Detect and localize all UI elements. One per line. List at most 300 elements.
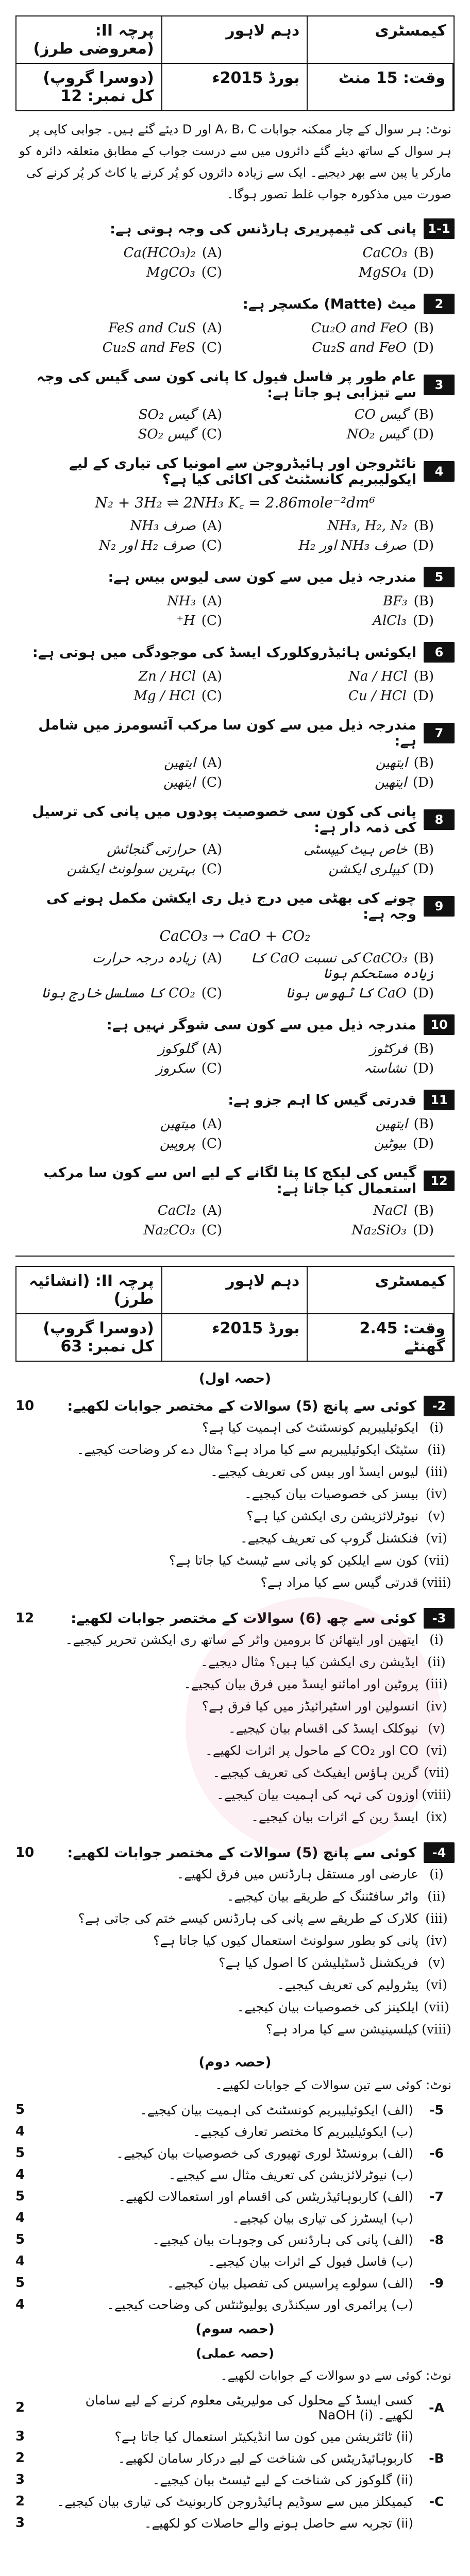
short-question-text: پروٹین اور امائنو ایسڈ میں فرق بیان کیجیے۔ bbox=[183, 1676, 418, 1691]
mcq-option-value: سکروز bbox=[156, 1061, 195, 1076]
mcq-option bbox=[238, 688, 434, 704]
practical-question-text: کاربوہائیڈریٹس کی شناخت کے لیے درکار سامان لکھیے۔ bbox=[118, 2450, 413, 2466]
mcq-question-text: نائٹروجن اور ہائیڈروجن سے امونیا کی تیاری کے لیے ایکولیبریم کانسٹنٹ کی اکائی کیا ہے؟ bbox=[69, 455, 416, 487]
short-question-item bbox=[15, 1863, 455, 1885]
short-question-item bbox=[15, 1695, 455, 1717]
paper2-group-marks: (دوسرا گروپ) کل نمبر: 63 bbox=[16, 1313, 162, 1361]
short-question-text: انسولین اور اسٹیرائیڈز میں کیا فرق ہے؟ bbox=[202, 1699, 418, 1714]
mcq-option bbox=[238, 755, 434, 771]
section2-note: نوٹ: کوئی سے تین سوالات کے جوابات لکھیے۔ bbox=[215, 2078, 451, 2092]
mcq-option-letter: (A) bbox=[202, 594, 222, 609]
mcq-option-value: ایتھین bbox=[375, 755, 408, 771]
mcq-option bbox=[26, 594, 222, 609]
practical-question bbox=[15, 2472, 455, 2487]
mcq-option bbox=[238, 1061, 434, 1076]
short-question-numeral: (vi) bbox=[426, 1743, 447, 1758]
mcq-option-value: Cu₂O and FeO bbox=[311, 320, 408, 336]
mcq-option-value: MgSO₄ bbox=[359, 265, 407, 280]
mcq-option-letter: (C) bbox=[201, 340, 222, 355]
mcq-option-letter: (A) bbox=[202, 320, 222, 336]
short-question-text: نیوکلک ایسڈ کی اقسام بیان کیجیے۔ bbox=[228, 1721, 418, 1736]
mcq-option bbox=[26, 245, 222, 261]
mcq-option bbox=[238, 669, 434, 684]
mcq-question-number: 7 bbox=[424, 723, 455, 743]
mcq-option bbox=[26, 986, 222, 1001]
short-part-instruction: کوئی سے چھ (6) سوالات کے مختصر جوابات لکھیے: bbox=[71, 1610, 416, 1626]
mcq-question-text: پانی کی ٹیمپریری ہارڈنس کی وجہ ہوتی ہے: bbox=[110, 221, 416, 237]
mcq-option-value: صرف NH₃ اور H₂ bbox=[298, 538, 407, 553]
mcq-option bbox=[26, 688, 222, 704]
long-question-text: (ب) ایکوئیلیبریم کا مختصر تعارف کیجیے۔ bbox=[193, 2124, 413, 2139]
short-question-parts bbox=[15, 1396, 455, 2040]
mcq-option bbox=[238, 1116, 434, 1132]
mcq-option-value: CaCO₃ کی نسبت CaO کا زیادہ مستحکم ہونا bbox=[250, 951, 434, 981]
mcq-option-value: Cu / HCl bbox=[348, 688, 407, 704]
long-question-text: (الف) سولوے پراسیس کی تفصیل بیان کیجیے۔ bbox=[166, 2275, 413, 2291]
practical-question-marks: 3 bbox=[15, 2429, 25, 2444]
mcq-question-number: 6 bbox=[424, 642, 455, 663]
mcq-option-letter: (B) bbox=[413, 669, 434, 684]
mcq-question-text: عام طور پر فاسل فیول کا پانی کون سی گیس کی وجہ سے تیزابی ہو جاتا ہے: bbox=[36, 369, 416, 401]
long-question-marks: 5 bbox=[15, 2232, 25, 2247]
mcq-option-letter: (A) bbox=[202, 518, 222, 534]
long-question-text: (الف) برونسٹڈ لوری تھیوری کی خصوصیات بیان کیجیے۔ bbox=[116, 2145, 413, 2161]
section1-title: (حصہ اول) bbox=[198, 1371, 272, 1386]
mcq-question-line bbox=[15, 890, 455, 922]
practical-question-marks: 2 bbox=[15, 2400, 25, 2415]
mcq-option bbox=[238, 245, 434, 261]
long-question bbox=[15, 2102, 455, 2117]
mcq-option bbox=[238, 340, 434, 355]
mcq-option bbox=[26, 1061, 222, 1076]
long-question-text: (الف) کاربوہائیڈریٹس کی اقسام اور استعمالات لکھیے۔ bbox=[118, 2189, 413, 2204]
mcq-option bbox=[238, 775, 434, 790]
mcq-option bbox=[26, 861, 222, 877]
long-question bbox=[15, 2167, 455, 2182]
short-part-marks: 10 bbox=[15, 1398, 35, 1414]
section3-note: نوٹ: کوئی سے دو سوالات کے جوابات لکھیے۔ bbox=[220, 2368, 451, 2383]
long-question-text: (ب) پرائمری اور سیکنڈری پولیوٹنٹس کی وضاحت کیجیے۔ bbox=[107, 2297, 413, 2312]
mcq-option-value: Cu₂S and FeO bbox=[312, 340, 407, 355]
long-question-number: -9 bbox=[429, 2275, 444, 2291]
mcq-option bbox=[238, 518, 434, 534]
mcq-option bbox=[26, 951, 222, 981]
mcq-option-value: گلوکوز bbox=[158, 1041, 196, 1057]
mcq-question bbox=[15, 890, 455, 1001]
section3-label: (حصہ عملی) bbox=[196, 2346, 274, 2361]
mcq-option-value: ایتھین bbox=[163, 755, 196, 771]
short-question-item bbox=[15, 1527, 455, 1549]
mcq-option-letter: (C) bbox=[201, 688, 222, 704]
mcq-option-letter: (C) bbox=[201, 1061, 222, 1076]
long-question-marks: 4 bbox=[15, 2210, 25, 2226]
mcq-option-value: Na / HCl bbox=[348, 669, 408, 684]
mcq-question bbox=[15, 1014, 455, 1076]
mcq-options bbox=[26, 1203, 434, 1238]
mcq-option bbox=[26, 775, 222, 790]
short-question-item bbox=[15, 1416, 455, 1438]
mcq-options bbox=[26, 320, 434, 355]
mcq-option-letter: (B) bbox=[413, 1116, 434, 1132]
mcq-option bbox=[26, 1223, 222, 1238]
mcq-option-letter: (A) bbox=[202, 669, 222, 684]
mcq-option bbox=[238, 951, 434, 981]
mcq-options bbox=[26, 594, 434, 629]
practical-question-number: -B bbox=[429, 2450, 444, 2466]
mcq-option-value: زیادہ درجہ حرارت bbox=[92, 951, 196, 966]
mcq-option-letter: (D) bbox=[412, 1061, 434, 1076]
mcq-option bbox=[26, 320, 222, 336]
mcq-option-letter: (A) bbox=[202, 407, 222, 422]
mcq-options bbox=[26, 951, 434, 1001]
mcq-option-value: CaCO₃ bbox=[362, 245, 408, 261]
mcq-option-value: بہترین سولونٹ ایکشن bbox=[66, 861, 195, 877]
short-question-numeral: (iv) bbox=[426, 1933, 447, 1948]
short-question-item bbox=[15, 1673, 455, 1695]
mcq-option bbox=[238, 265, 434, 280]
practical-question bbox=[15, 2393, 455, 2422]
short-question-numeral: (viii) bbox=[422, 2022, 451, 2037]
mcq-question-text: ایکوئس ہائیڈروکلورک ایسڈ کی موجودگی میں ہوتی ہے: bbox=[32, 644, 416, 660]
mcq-option-letter: (B) bbox=[413, 594, 434, 609]
mcq-option-value: BF₃ bbox=[383, 594, 408, 609]
short-question-numeral: (ii) bbox=[427, 1654, 446, 1669]
mcq-question-number: 1-1 bbox=[424, 218, 455, 239]
mcq-option-letter: (B) bbox=[413, 320, 434, 336]
mcq-option-letter: (D) bbox=[412, 688, 434, 704]
mcq-option-letter: (B) bbox=[413, 407, 434, 422]
long-question-marks: 5 bbox=[15, 2102, 25, 2117]
mcq-option bbox=[26, 340, 222, 355]
short-part-heading bbox=[15, 1842, 455, 1863]
mcq-question-number: 11 bbox=[424, 1090, 455, 1110]
short-question-item bbox=[15, 2018, 455, 2040]
short-question-item bbox=[15, 1885, 455, 1907]
long-question-marks: 5 bbox=[15, 2189, 25, 2204]
short-question-item bbox=[15, 1505, 455, 1527]
mcq-option-letter: (C) bbox=[201, 1136, 222, 1151]
mcq-option-value: AlCl₃ bbox=[373, 613, 407, 629]
practical-question-number: -C bbox=[429, 2494, 444, 2509]
section2-title: (حصہ دوم) bbox=[198, 2055, 272, 2070]
mcq-option bbox=[238, 427, 434, 442]
mcq-option-value: حرارتی گنجائش bbox=[107, 842, 196, 857]
short-question-part bbox=[15, 1608, 455, 1828]
mcq-option-letter: (A) bbox=[202, 1203, 222, 1218]
mcq-formula: CaCO₃ → CaO + CO₂ bbox=[159, 927, 311, 944]
short-part-marks: 10 bbox=[15, 1845, 35, 1860]
mcq-option-letter: (D) bbox=[412, 340, 434, 355]
short-question-text: قدرتی گیس سے کیا مراد ہے؟ bbox=[260, 1575, 418, 1590]
mcq-option bbox=[26, 538, 222, 553]
short-question-text: ایڈیشن ری ایکشن کیا ہیں؟ مثال دیجیے۔ bbox=[200, 1654, 418, 1669]
mcq-option bbox=[238, 1203, 434, 1218]
paper1-group-marks: (دوسرا گروپ) کل نمبر: 12 bbox=[16, 63, 162, 110]
mcq-question-number: 3 bbox=[424, 375, 455, 395]
short-part-heading bbox=[15, 1396, 455, 1416]
short-question-numeral: (v) bbox=[428, 1955, 445, 1970]
mcq-option bbox=[238, 594, 434, 609]
short-part-number: -3 bbox=[424, 1608, 455, 1629]
mcq-formula: N₂ + 3H₂ ⇌ 2NH₃ K꜀ = 2.86mole⁻²dm⁶ bbox=[95, 494, 375, 511]
mcq-option-letter: (C) bbox=[201, 775, 222, 790]
mcq-option bbox=[26, 842, 222, 857]
long-question bbox=[15, 2232, 455, 2247]
mcq-question-text: میٹ (Matte) مکسچر ہے: bbox=[242, 296, 416, 312]
short-question-text: لیوس ایسڈ اور بیس کی تعریف کیجیے۔ bbox=[210, 1464, 418, 1479]
mcq-option bbox=[26, 755, 222, 771]
mcq-option-value: MgCO₃ bbox=[146, 265, 195, 280]
short-question-numeral: (ii) bbox=[427, 1889, 446, 1904]
long-question bbox=[15, 2210, 455, 2226]
short-question-text: کلارک کے طریقے سے پانی کی ہارڈنس کیسے ختم کی جاتی ہے؟ bbox=[78, 1911, 418, 1926]
mcq-option-letter: (C) bbox=[201, 613, 222, 629]
short-question-numeral: (iv) bbox=[426, 1486, 447, 1501]
long-question-text: (ب) ایسٹرز کی تیاری بیان کیجیے۔ bbox=[232, 2210, 413, 2226]
short-question-item bbox=[15, 1461, 455, 1483]
mcq-question bbox=[15, 294, 455, 355]
short-question-item bbox=[15, 1483, 455, 1505]
mcq-options bbox=[26, 842, 434, 877]
short-question-text: پیٹرولیم کی تعریف کیجیے۔ bbox=[277, 1977, 418, 1992]
mcq-option-value: گیس CO bbox=[354, 407, 408, 422]
mcq-question-text: مندرجہ ذیل میں سے کون سی شوگر نہیں ہے: bbox=[106, 1016, 416, 1033]
practical-question-marks: 2 bbox=[15, 2494, 25, 2509]
mcq-option-value: صرف H₂ اور N₂ bbox=[98, 538, 195, 553]
mcq-option-value: ایتھین bbox=[374, 775, 407, 790]
long-question bbox=[15, 2124, 455, 2139]
short-question-item bbox=[15, 1806, 455, 1828]
paper1-notice: نوٹ: ہر سوال کے چار ممکنہ جوابات A، B، C اور D دیئے گئے ہیں۔ جوابی کاپی پر ہر سوال کے ساتھ دیئے گئے دائروں میں سے درست جواب کے مطابق متعلقہ دائرہ کو مارکر یا پین سے بھر دیجیے۔ ایک سے زیادہ دائروں کو پُر کرنے یا کاٹ کر پُر کرنے کی صورت میں مذکورہ جواب غلط تصور ہوگا۔ bbox=[19, 122, 451, 201]
long-question-marks: 5 bbox=[15, 2275, 25, 2291]
long-question bbox=[15, 2297, 455, 2312]
mcq-option-letter: (D) bbox=[412, 265, 434, 280]
mcq-option bbox=[26, 265, 222, 280]
mcq-option-letter: (B) bbox=[413, 951, 434, 966]
mcq-option-value: NH₃ bbox=[167, 594, 196, 609]
mcq-question bbox=[15, 1165, 455, 1238]
long-question-text: (الف) پانی کی ہارڈنس کی وجوہات بیان کیجیے۔ bbox=[152, 2232, 413, 2247]
mcq-question-text: گیس کی لیکج کا پتا لگانے کے لیے اس سے کون سا مرکب استعمال کیا جاتا ہے: bbox=[43, 1165, 416, 1197]
mcq-option-value: H⁺ bbox=[176, 613, 195, 629]
mcq-option bbox=[26, 1136, 222, 1151]
mcq-option bbox=[238, 1041, 434, 1057]
short-question-numeral: (vii) bbox=[424, 1765, 449, 1780]
short-question-numeral: (viii) bbox=[422, 1575, 451, 1590]
mcq-question-text: مندرجہ ذیل میں سے کون سا مرکب آئسومرز میں شامل ہے: bbox=[38, 717, 416, 749]
short-question-numeral: (vi) bbox=[426, 1531, 447, 1546]
mcq-option-letter: (D) bbox=[412, 538, 434, 553]
mcq-option-letter: (B) bbox=[413, 755, 434, 771]
short-question-item bbox=[15, 1571, 455, 1594]
mcq-question-number: 5 bbox=[424, 567, 455, 587]
mcq-option-value: میتھین bbox=[160, 1116, 196, 1132]
short-question-text: فریکشنل ڈسٹیلیشن کا اصول کیا ہے؟ bbox=[219, 1955, 418, 1970]
exam-page bbox=[15, 15, 455, 2537]
paper2-paper-type: پرچہ II: (انشائیہ طرز) bbox=[16, 1267, 162, 1313]
long-question-number: -5 bbox=[429, 2102, 444, 2117]
long-question bbox=[15, 2253, 455, 2269]
mcq-question-number: 10 bbox=[424, 1014, 455, 1035]
mcq-option-value: خاص ہیٹ کیپسٹی bbox=[304, 842, 408, 857]
mcq-option bbox=[26, 1041, 222, 1057]
short-question-item bbox=[15, 1907, 455, 1929]
short-question-item bbox=[15, 1438, 455, 1461]
mcq-option bbox=[26, 1203, 222, 1218]
practical-question-marks: 3 bbox=[15, 2472, 25, 2487]
practical-question-marks: 3 bbox=[15, 2515, 25, 2531]
mcq-option-letter: (A) bbox=[202, 245, 222, 261]
short-part-number: -4 bbox=[424, 1842, 455, 1863]
short-question-numeral: (v) bbox=[428, 1509, 445, 1523]
short-question-text: کون سے ایلکین کو پانی سے ٹیسٹ کیا جاتا ہے؟ bbox=[169, 1553, 418, 1568]
mcq-list bbox=[15, 218, 455, 1238]
mcq-question bbox=[15, 804, 455, 877]
long-question bbox=[15, 2189, 455, 2204]
short-part-number: -2 bbox=[424, 1396, 455, 1416]
mcq-option bbox=[26, 427, 222, 442]
mcq-option-letter: (D) bbox=[412, 1136, 434, 1151]
short-question-text: ایکوئیلیبریم کونسٹنٹ کی اہمیت کیا ہے؟ bbox=[202, 1420, 418, 1435]
mcq-option-letter: (B) bbox=[413, 245, 434, 261]
mcq-option-letter: (C) bbox=[201, 1223, 222, 1238]
mcq-option-letter: (C) bbox=[201, 427, 222, 442]
short-question-text: CO اور CO₂ کے ماحول پر اثرات لکھیے۔ bbox=[205, 1743, 418, 1758]
short-question-numeral: (i) bbox=[429, 1867, 444, 1882]
short-question-text: عارضی اور مستقل ہارڈنس میں فرق لکھیے۔ bbox=[176, 1867, 418, 1882]
practical-question bbox=[15, 2429, 455, 2444]
long-question-text: (ب) فاسل فیول کے اثرات بیان کیجیے۔ bbox=[208, 2253, 413, 2269]
mcq-option-letter: (D) bbox=[412, 1223, 434, 1238]
mcq-option-letter: (D) bbox=[412, 986, 434, 1001]
paper1-time: وقت: 15 منٹ bbox=[308, 63, 454, 110]
long-question-number: -7 bbox=[429, 2189, 444, 2204]
mcq-question-text: مندرجہ ذیل میں سے کون سی لیوس بیس ہے: bbox=[108, 569, 416, 585]
short-question-numeral: (i) bbox=[429, 1420, 444, 1435]
mcq-option-value: CO₂ کا مسلسل خارج ہونا bbox=[41, 986, 195, 1001]
mcq-option-letter: (D) bbox=[412, 775, 434, 790]
short-question-item bbox=[15, 1629, 455, 1651]
short-question-item bbox=[15, 1974, 455, 1996]
short-question-text: فنکشنل گروپ کی تعریف کیجیے۔ bbox=[240, 1531, 418, 1546]
mcq-question bbox=[15, 567, 455, 629]
mcq-question-text: پانی کی کون سی خصوصیت پودوں میں پانی کی ترسیل کی ذمہ دار ہے: bbox=[32, 804, 416, 836]
mcq-option-letter: (C) bbox=[201, 265, 222, 280]
mcq-option bbox=[26, 669, 222, 684]
practical-question bbox=[15, 2450, 455, 2466]
mcq-option-value: Na₂SiO₃ bbox=[351, 1223, 407, 1238]
mcq-option-value: NaCl bbox=[373, 1203, 408, 1218]
short-question-item bbox=[15, 1651, 455, 1673]
mcq-options bbox=[26, 407, 434, 442]
mcq-option bbox=[238, 320, 434, 336]
short-question-part bbox=[15, 1842, 455, 2040]
long-question-text: (الف) ایکوئیلیبریم کونسٹنٹ کی اہمیت بیان کیجیے۔ bbox=[139, 2102, 413, 2117]
mcq-options bbox=[26, 1116, 434, 1151]
mcq-option-value: Mg / HCl bbox=[133, 688, 195, 704]
practical-question bbox=[15, 2515, 455, 2531]
practical-question-text: کیمیکلز میں سے سوڈیم ہائیڈروجن کاربونیٹ کی تیاری بیان کیجیے۔ bbox=[57, 2494, 413, 2509]
mcq-option-value: CaO کا ٹھوس ہونا bbox=[286, 986, 407, 1001]
mcq-question-number: 9 bbox=[424, 896, 455, 917]
mcq-option bbox=[238, 613, 434, 629]
mcq-question-line bbox=[15, 218, 455, 239]
mcq-option-value: Zn / HCl bbox=[138, 669, 196, 684]
paper2-time: وقت: 2.45 گھنٹے bbox=[308, 1313, 454, 1361]
long-question-text: (ب) نیوٹرلائزیشن کی تعریف مثال سے کیجیے۔ bbox=[168, 2167, 413, 2182]
mcq-option-value: Cu₂S and FeS bbox=[102, 340, 195, 355]
short-question-item bbox=[15, 1784, 455, 1806]
long-question-list bbox=[15, 2102, 455, 2312]
short-question-text: گرین ہاؤس ایفیکٹ کی تعریف کیجیے۔ bbox=[212, 1765, 418, 1780]
mcq-option-letter: (A) bbox=[202, 951, 222, 966]
mcq-option bbox=[238, 407, 434, 422]
mcq-option bbox=[238, 842, 434, 857]
mcq-options bbox=[26, 1041, 434, 1076]
paper2-class-board: دہم لاہور bbox=[162, 1267, 308, 1313]
mcq-option-value: CaCl₂ bbox=[157, 1203, 196, 1218]
mcq-question-line bbox=[15, 567, 455, 587]
mcq-question-line bbox=[15, 804, 455, 836]
mcq-option-letter: (D) bbox=[412, 427, 434, 442]
short-question-numeral: (iii) bbox=[425, 1464, 448, 1479]
short-question-text: کیلسینیشن سے کیا مراد ہے؟ bbox=[265, 2022, 418, 2037]
mcq-option-letter: (B) bbox=[413, 518, 434, 534]
mcq-option-letter: (C) bbox=[201, 986, 222, 1001]
mcq-options bbox=[26, 669, 434, 704]
practical-question-list bbox=[15, 2393, 455, 2531]
mcq-option bbox=[238, 538, 434, 553]
practical-question-marks: 2 bbox=[15, 2450, 25, 2466]
mcq-option bbox=[26, 613, 222, 629]
mcq-question bbox=[15, 642, 455, 704]
short-question-numeral: (vii) bbox=[424, 1553, 449, 1568]
short-question-text: سٹیٹک ایکوئیلیبریم سے کیا مراد ہے؟ مثال دے کر وضاحت کیجیے۔ bbox=[76, 1442, 418, 1457]
mcq-question-line bbox=[15, 1090, 455, 1110]
practical-question bbox=[15, 2494, 455, 2509]
mcq-question bbox=[15, 369, 455, 442]
mcq-question-number: 8 bbox=[424, 809, 455, 830]
mcq-options bbox=[26, 245, 434, 280]
practical-question-text: کسی ایسڈ کے محلول کی مولیریٹی معلوم کرنے کے لیے سامان لکھیے۔ NaOH (i) bbox=[85, 2393, 413, 2422]
short-question-numeral: (iv) bbox=[426, 1699, 447, 1714]
mcq-question bbox=[15, 455, 455, 553]
short-question-item bbox=[15, 1929, 455, 1952]
mcq-option bbox=[238, 1223, 434, 1238]
practical-question-text: (ii) گلوکوز کی شناخت کے لیے ٹیسٹ بیان کیجیے۔ bbox=[152, 2472, 413, 2487]
paper2-subject: کیمسٹری bbox=[375, 1272, 446, 1290]
mcq-option bbox=[238, 1136, 434, 1151]
long-question-marks: 4 bbox=[15, 2124, 25, 2139]
mcq-question-line bbox=[15, 1014, 455, 1035]
mcq-question-line bbox=[15, 455, 455, 487]
short-question-numeral: (i) bbox=[429, 1632, 444, 1647]
short-question-part bbox=[15, 1396, 455, 1594]
short-part-instruction: کوئی سے پانچ (5) سوالات کے مختصر جوابات لکھیے: bbox=[67, 1844, 416, 1861]
mcq-option bbox=[238, 986, 434, 1001]
long-question-marks: 4 bbox=[15, 2167, 25, 2182]
paper1-header bbox=[15, 15, 455, 111]
mcq-question-line bbox=[15, 1165, 455, 1197]
mcq-option-value: فرکٹوز bbox=[370, 1041, 408, 1057]
short-question-numeral: (vi) bbox=[426, 1977, 447, 1992]
mcq-question-number: 12 bbox=[424, 1171, 455, 1191]
mcq-option-letter: (D) bbox=[412, 861, 434, 877]
short-question-numeral: (ii) bbox=[427, 1442, 446, 1457]
mcq-option-letter: (D) bbox=[412, 613, 434, 629]
short-question-text: نیوٹرلائزیشن ری ایکشن کیا ہے؟ bbox=[246, 1509, 418, 1523]
mcq-option bbox=[26, 518, 222, 534]
